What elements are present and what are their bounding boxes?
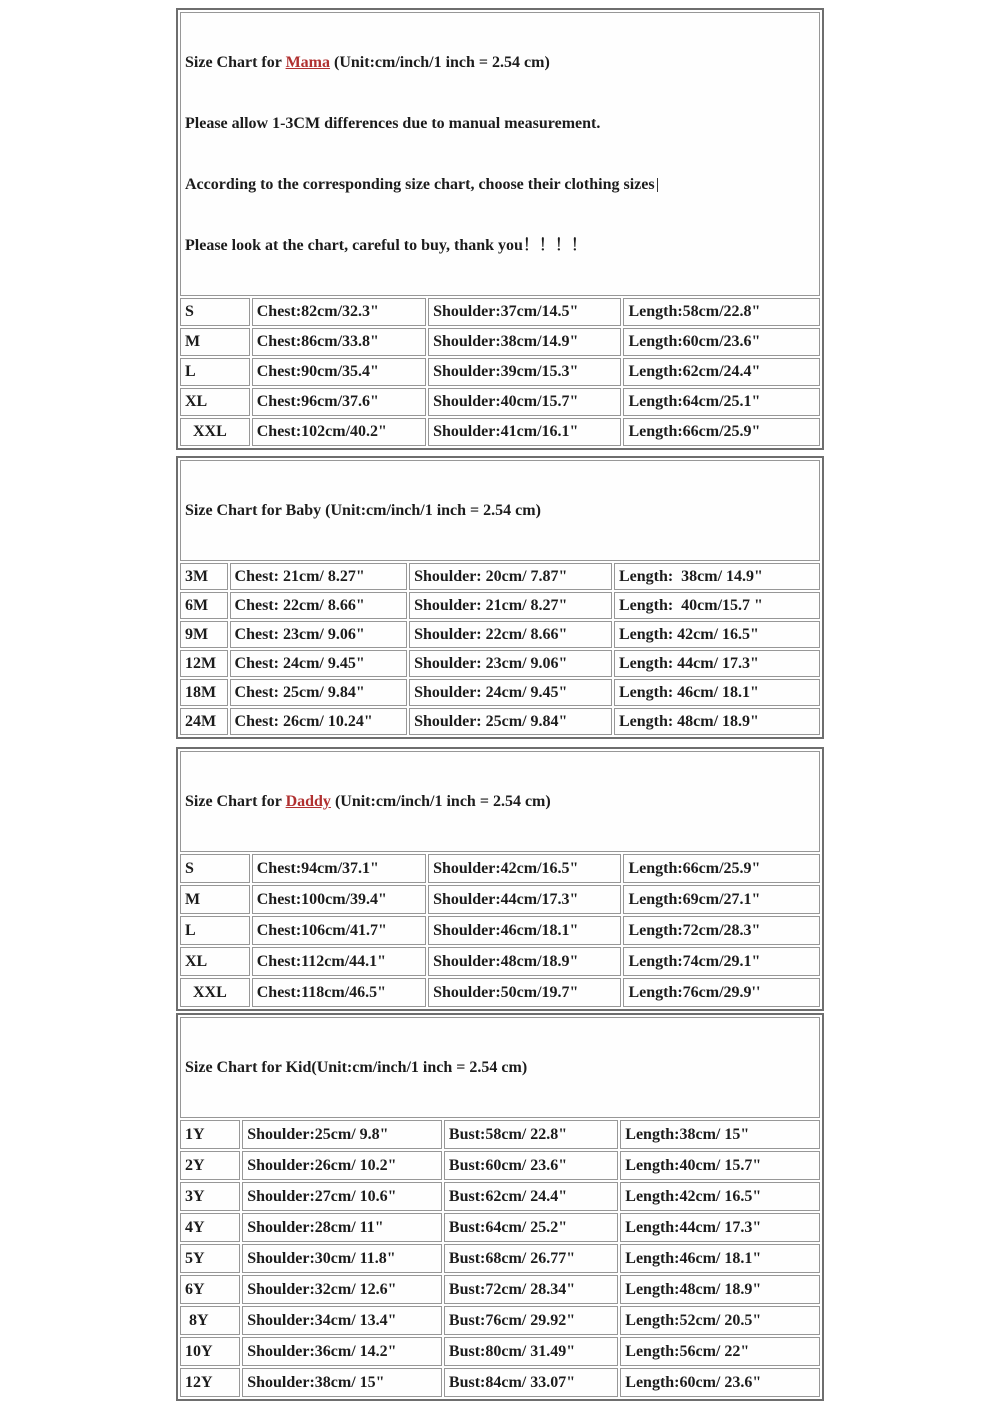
length-cell: Length:44cm/ 17.3"	[620, 1213, 820, 1242]
size-cell: XXL	[180, 418, 250, 446]
table-row	[180, 1306, 820, 1335]
chest-cell: Chest:118cm/46.5"	[252, 978, 426, 1007]
shoulder-cell: Shoulder:36cm/ 14.2"	[242, 1337, 442, 1366]
table-row	[180, 854, 820, 883]
shoulder-cell: Shoulder: 22cm/ 8.66"	[409, 621, 612, 648]
table-row	[180, 1337, 820, 1366]
size-cell: S	[180, 298, 250, 326]
table-row	[180, 388, 820, 416]
table-row	[180, 916, 820, 945]
size-cell: M	[180, 328, 250, 356]
size-chart-table-baby	[176, 456, 824, 739]
length-cell: Length:64cm/25.1"	[623, 388, 820, 416]
chest-cell: Chest:82cm/32.3"	[252, 298, 426, 326]
chest-cell: Chest:100cm/39.4"	[252, 885, 426, 914]
size-cell: 10Y	[180, 1337, 240, 1366]
title-suffix: (Unit:cm/inch/1 inch = 2.54 cm)	[311, 1059, 528, 1076]
chest-cell: Chest: 22cm/ 8.66"	[230, 592, 408, 619]
length-cell: Length: 40cm/15.7 "	[614, 592, 820, 619]
table-row	[180, 1182, 820, 1211]
table-row	[180, 621, 820, 648]
length-cell: Length:42cm/ 16.5"	[620, 1182, 820, 1211]
chest-cell: Chest: 21cm/ 8.27"	[230, 563, 408, 590]
shoulder-cell: Shoulder: 24cm/ 9.45"	[409, 679, 612, 706]
size-chart-table-mama	[176, 8, 824, 450]
shoulder-cell: Shoulder: 21cm/ 8.27"	[409, 592, 612, 619]
size-cell: 18M	[180, 679, 228, 706]
length-cell: Length: 48cm/ 18.9"	[614, 708, 820, 735]
choose-size-note: According to the corresponding size chart, choose their clothing sizes	[185, 172, 815, 197]
size-cell: 3Y	[180, 1182, 240, 1211]
mama-link[interactable]: Mama	[285, 54, 331, 71]
chest-cell: Chest: 25cm/ 9.84"	[230, 679, 408, 706]
length-cell: Length:72cm/28.3"	[623, 916, 820, 945]
shoulder-cell: Shoulder: 25cm/ 9.84"	[409, 708, 612, 735]
table-row	[180, 978, 820, 1007]
size-chart-table-kid	[176, 1013, 824, 1401]
bust-cell: Bust:62cm/ 24.4"	[444, 1182, 618, 1211]
shoulder-cell: Shoulder:30cm/ 11.8"	[242, 1244, 442, 1273]
mama-table-title	[185, 50, 815, 75]
baby-header-cell	[180, 460, 820, 561]
baby-table-title	[185, 498, 815, 523]
length-cell: Length:66cm/25.9"	[623, 854, 820, 883]
size-cell: 4Y	[180, 1213, 240, 1242]
title-prefix: Size Chart for	[185, 502, 286, 519]
table-header-row	[180, 751, 820, 852]
length-cell: Length:60cm/ 23.6"	[620, 1368, 820, 1397]
mama-header-cell	[180, 12, 820, 296]
table-header-row	[180, 460, 820, 561]
daddy-link[interactable]: Daddy	[285, 793, 331, 810]
size-cell: 2Y	[180, 1151, 240, 1180]
table-row	[180, 885, 820, 914]
size-cell: 6M	[180, 592, 228, 619]
length-cell: Length:58cm/22.8"	[623, 298, 820, 326]
size-cell: 9M	[180, 621, 228, 648]
title-prefix: Size Chart for	[185, 793, 286, 810]
size-cell: 1Y	[180, 1120, 240, 1149]
chest-cell: Chest:86cm/33.8"	[252, 328, 426, 356]
thank-you-note: Please look at the chart, careful to buy, thank you！！！！	[185, 237, 587, 254]
size-cell: M	[180, 885, 250, 914]
chest-cell: Chest:102cm/40.2"	[252, 418, 426, 446]
size-cell: L	[180, 358, 250, 386]
length-cell: Length:38cm/ 15"	[620, 1120, 820, 1149]
table-row	[180, 650, 820, 677]
table-row	[180, 358, 820, 386]
shoulder-cell: Shoulder:37cm/14.5"	[428, 298, 621, 326]
size-cell: L	[180, 916, 250, 945]
baby-name: Baby	[285, 502, 322, 519]
shoulder-cell: Shoulder:40cm/15.7"	[428, 388, 621, 416]
size-cell: 3M	[180, 563, 228, 590]
table-row	[180, 1368, 820, 1397]
size-cell: 5Y	[180, 1244, 240, 1273]
chest-cell: Chest:96cm/37.6"	[252, 388, 426, 416]
shoulder-cell: Shoulder:34cm/ 13.4"	[242, 1306, 442, 1335]
table-row	[180, 679, 820, 706]
bust-cell: Bust:84cm/ 33.07"	[444, 1368, 618, 1397]
bust-cell: Bust:60cm/ 23.6"	[444, 1151, 618, 1180]
bust-cell: Bust:58cm/ 22.8"	[444, 1120, 618, 1149]
length-cell: Length: 42cm/ 16.5"	[614, 621, 820, 648]
table-row	[180, 328, 820, 356]
table-row	[180, 1275, 820, 1304]
length-cell: Length:56cm/ 22"	[620, 1337, 820, 1366]
title-prefix: Size Chart for	[185, 54, 286, 71]
shoulder-cell: Shoulder: 20cm/ 7.87"	[409, 563, 612, 590]
table-header-row	[180, 1017, 820, 1118]
length-cell: Length:74cm/29.1"	[623, 947, 820, 976]
size-cell: 6Y	[180, 1275, 240, 1304]
size-cell: XL	[180, 388, 250, 416]
chest-cell: Chest: 23cm/ 9.06"	[230, 621, 408, 648]
shoulder-cell: Shoulder:44cm/17.3"	[428, 885, 621, 914]
table-row	[180, 592, 820, 619]
table-row	[180, 418, 820, 446]
length-cell: Length: 46cm/ 18.1"	[614, 679, 820, 706]
bust-cell: Bust:76cm/ 29.92"	[444, 1306, 618, 1335]
shoulder-cell: Shoulder:26cm/ 10.2"	[242, 1151, 442, 1180]
bust-cell: Bust:80cm/ 31.49"	[444, 1337, 618, 1366]
table-row	[180, 1151, 820, 1180]
chest-cell: Chest:90cm/35.4"	[252, 358, 426, 386]
chest-cell: Chest: 26cm/ 10.24"	[230, 708, 408, 735]
shoulder-cell: Shoulder:25cm/ 9.8"	[242, 1120, 442, 1149]
length-cell: Length:62cm/24.4"	[623, 358, 820, 386]
title-prefix: Size Chart for	[185, 1059, 286, 1076]
shoulder-cell: Shoulder:27cm/ 10.6"	[242, 1182, 442, 1211]
shoulder-cell: Shoulder:41cm/16.1"	[428, 418, 621, 446]
shoulder-cell: Shoulder: 23cm/ 9.06"	[409, 650, 612, 677]
shoulder-cell: Shoulder:28cm/ 11"	[242, 1213, 442, 1242]
shoulder-cell: Shoulder:46cm/18.1"	[428, 916, 621, 945]
table-row	[180, 1244, 820, 1273]
title-suffix: (Unit:cm/inch/1 inch = 2.54 cm)	[330, 54, 550, 71]
length-cell: Length:60cm/23.6"	[623, 328, 820, 356]
kid-name: Kid	[285, 1059, 312, 1076]
length-cell: Length:66cm/25.9"	[623, 418, 820, 446]
table-row	[180, 1213, 820, 1242]
size-cell: XL	[180, 947, 250, 976]
daddy-header-cell	[180, 751, 820, 852]
length-cell: Length:76cm/29.9''	[623, 978, 820, 1007]
size-chart-page	[176, 0, 824, 1401]
table-row	[180, 563, 820, 590]
kid-table-title	[185, 1055, 815, 1080]
shoulder-cell: Shoulder:50cm/19.7"	[428, 978, 621, 1007]
size-cell: S	[180, 854, 250, 883]
table-row	[180, 947, 820, 976]
table-row	[180, 298, 820, 326]
shoulder-cell: Shoulder:48cm/18.9"	[428, 947, 621, 976]
size-cell: 8Y	[180, 1306, 240, 1335]
table-row	[180, 708, 820, 735]
chest-cell: Chest: 24cm/ 9.45"	[230, 650, 408, 677]
size-cell: 12Y	[180, 1368, 240, 1397]
table-row	[180, 1120, 820, 1149]
table-header-row	[180, 12, 820, 296]
chest-cell: Chest:112cm/44.1"	[252, 947, 426, 976]
length-cell: Length:69cm/27.1"	[623, 885, 820, 914]
size-cell: 12M	[180, 650, 228, 677]
bust-cell: Bust:64cm/ 25.2"	[444, 1213, 618, 1242]
title-suffix: (Unit:cm/inch/1 inch = 2.54 cm)	[330, 793, 551, 810]
length-cell: Length:40cm/ 15.7"	[620, 1151, 820, 1180]
shoulder-cell: Shoulder:42cm/16.5"	[428, 854, 621, 883]
text-cursor-artifact	[657, 178, 659, 192]
length-cell: Length: 44cm/ 17.3"	[614, 650, 820, 677]
length-cell: Length:52cm/ 20.5"	[620, 1306, 820, 1335]
measurement-note: Please allow 1-3CM differences due to manual measurement.	[185, 115, 601, 132]
chest-cell: Chest:94cm/37.1"	[252, 854, 426, 883]
length-cell: Length:48cm/ 18.9"	[620, 1275, 820, 1304]
shoulder-cell: Shoulder:38cm/14.9"	[428, 328, 621, 356]
size-cell: XXL	[180, 978, 250, 1007]
size-cell: 24M	[180, 708, 228, 735]
title-suffix: (Unit:cm/inch/1 inch = 2.54 cm)	[321, 502, 541, 519]
size-chart-table-daddy	[176, 747, 824, 1011]
chest-cell: Chest:106cm/41.7"	[252, 916, 426, 945]
shoulder-cell: Shoulder:38cm/ 15"	[242, 1368, 442, 1397]
bust-cell: Bust:72cm/ 28.34"	[444, 1275, 618, 1304]
shoulder-cell: Shoulder:32cm/ 12.6"	[242, 1275, 442, 1304]
daddy-table-title	[185, 789, 815, 814]
bust-cell: Bust:68cm/ 26.77"	[444, 1244, 618, 1273]
length-cell: Length: 38cm/ 14.9"	[614, 563, 820, 590]
length-cell: Length:46cm/ 18.1"	[620, 1244, 820, 1273]
shoulder-cell: Shoulder:39cm/15.3"	[428, 358, 621, 386]
kid-header-cell	[180, 1017, 820, 1118]
